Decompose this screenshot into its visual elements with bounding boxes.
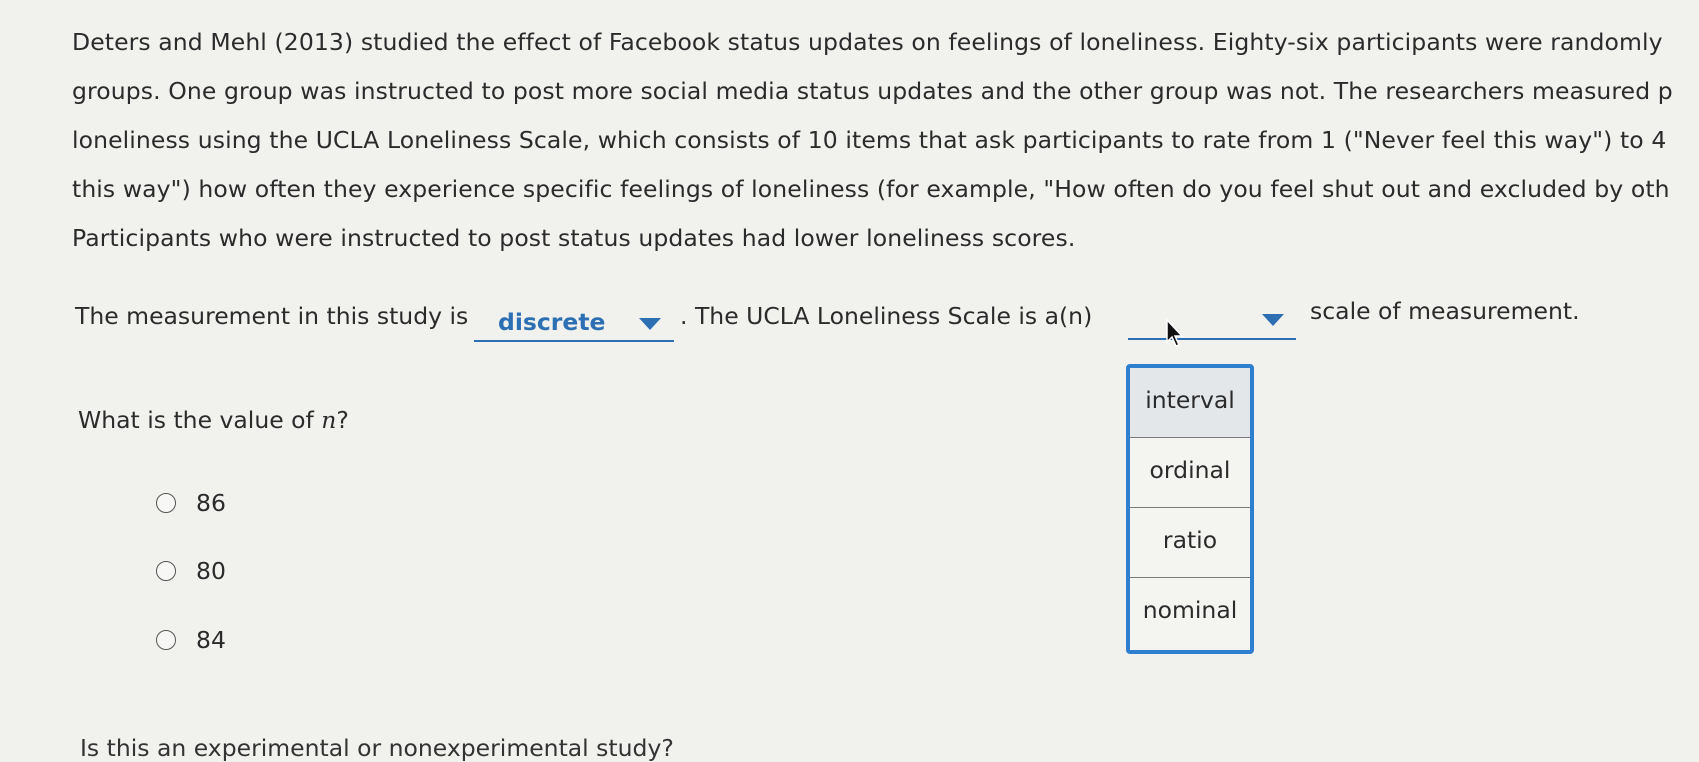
question-text [78, 406, 349, 434]
problem-passage [72, 18, 1699, 263]
scale-options-menu [1126, 364, 1254, 654]
question-suffix: ? [336, 406, 349, 434]
sentence-part-1: The measurement in this study is [75, 302, 469, 330]
answer-choice-label: 86 [196, 489, 226, 517]
radio-button[interactable] [156, 630, 176, 650]
passage-line: Participants who were instructed to post status updates had lower loneliness scores. [72, 224, 1076, 252]
question-prefix: What is the value of [78, 406, 322, 434]
radio-button[interactable] [156, 493, 176, 513]
answer-choice-label: 84 [196, 626, 226, 654]
menu-option-ratio[interactable]: ratio [1130, 508, 1250, 578]
measurement-type-value: discrete [498, 308, 606, 336]
sentence-part-3: scale of measurement. [1310, 297, 1580, 325]
passage-line: Deters and Mehl (2013) studied the effect of Facebook status updates on feelings of loneliness. Eighty-six participants were randomly [72, 28, 1663, 56]
mouse-pointer-icon [1165, 318, 1185, 348]
passage-line: this way") how often they experience specific feelings of loneliness (for example, "How often do you feel shut out and excluded by oth [72, 175, 1670, 203]
scale-type-dropdown[interactable] [1128, 302, 1296, 340]
passage-line: groups. One group was instructed to post more social media status updates and the other group was not. The researchers measured p [72, 77, 1673, 105]
question-variable: n [321, 406, 337, 434]
menu-option-ordinal[interactable]: ordinal [1130, 438, 1250, 508]
measurement-type-dropdown[interactable] [474, 304, 674, 342]
answer-choice[interactable] [156, 488, 226, 518]
caret-down-icon [1262, 314, 1284, 326]
answer-choice[interactable] [156, 625, 226, 655]
radio-button[interactable] [156, 561, 176, 581]
answer-choice-label: 80 [196, 557, 226, 585]
passage-line: loneliness using the UCLA Loneliness Scale, which consists of 10 items that ask participants to rate from 1 ("Never feel this way") to 4 [72, 126, 1667, 154]
answer-choice[interactable] [156, 556, 226, 586]
next-question-text: Is this an experimental or nonexperimental study? [80, 734, 674, 762]
menu-option-nominal[interactable]: nominal [1142, 596, 1238, 624]
menu-option-interval[interactable]: interval [1130, 368, 1250, 438]
caret-down-icon [639, 318, 661, 330]
sentence-part-2: . The UCLA Loneliness Scale is a(n) [680, 302, 1093, 330]
